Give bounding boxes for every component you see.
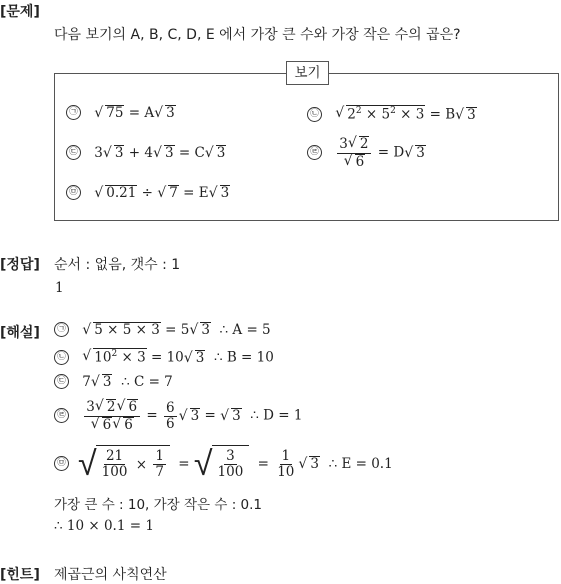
- circle-mark-1: ㉠: [66, 105, 81, 120]
- circle-mark-4: ㉣: [307, 145, 322, 160]
- example-item-4: ㉣ 3√ 2 √ 6 = D√ 3: [307, 136, 426, 170]
- example-item-2: ㉡ √ $2^2 \times 5^2 \times 3 = B√$ 3: [307, 105, 477, 123]
- step-1-conclusion: ∴ A = 5: [219, 322, 271, 338]
- problem-label: [문제]: [0, 4, 40, 20]
- solution-step-5: ㉤ √ $\frac{21}{100}$ × $\frac{1}{7}$ = √ $\frac{3}{100}$ = $\frac{1}{10}$ √ 3 ∴ E = 0.1: [54, 445, 393, 483]
- hint-label: [힌트]: [0, 567, 40, 583]
- solution-step-1: ㉠ √ 5 × 5 × 3 = 5√ 3 ∴ A = 5: [54, 322, 271, 339]
- step-2-conclusion: ∴ B = 10: [213, 349, 274, 366]
- circle-mark-s2: ㉡: [54, 350, 69, 365]
- circle-mark-s4: ㉣: [54, 408, 69, 423]
- answer-label: [정답]: [0, 257, 40, 273]
- hint-text: 제곱근의 사칙연산: [54, 567, 167, 583]
- circle-mark-s1: ㉠: [54, 322, 69, 337]
- circle-mark-5: ㉤: [66, 185, 81, 200]
- circle-mark-3: ㉢: [66, 145, 81, 160]
- answer-order: 순서 : 없음, 갯수 : 1: [54, 257, 181, 273]
- example-item-1: ㉠ √ 75 = A√ 3: [66, 105, 176, 122]
- solution-step-2: ㉡ √ $10^2 \times 3 = 10√$ 3 ∴ B = 10: [54, 348, 274, 366]
- solution-final: ∴ 10 × 0.1 = 1: [54, 518, 154, 534]
- problem-question: 다음 보기의 A, B, C, D, E 에서 가장 큰 수와 가장 작은 수의 곱은?: [54, 27, 461, 43]
- solution-label: [해설]: [0, 325, 40, 341]
- circle-mark-s5: ㉤: [54, 456, 69, 471]
- example-box-title: 보기: [286, 61, 329, 85]
- step-5-conclusion: ∴ E = 0.1: [328, 456, 393, 472]
- solution-step-3: ㉢ 7√ 3 ∴ C = 7: [54, 374, 173, 391]
- step-4-conclusion: ∴ D = 1: [250, 407, 303, 424]
- example-item-3: ㉢ 3√ 3 + 4√ 3 = C√ 3: [66, 145, 226, 162]
- example-item-5: ㉤ √ 0.21 ÷ √ 7 = E√ 3: [66, 185, 230, 202]
- circle-mark-s3: ㉢: [54, 374, 69, 389]
- solution-step-4: ㉣ 3√ 2√ 6 √ 6√ 6 = $\frac{6}{6}$ √ 3 = √ 3 ∴ D = 1: [54, 399, 302, 433]
- solution-summary: 가장 큰 수 : 10, 가장 작은 수 : 0.1: [54, 497, 263, 513]
- circle-mark-2: ㉡: [307, 107, 322, 122]
- step-3-conclusion: ∴ C = 7: [121, 374, 173, 390]
- answer-value: 1: [55, 280, 64, 296]
